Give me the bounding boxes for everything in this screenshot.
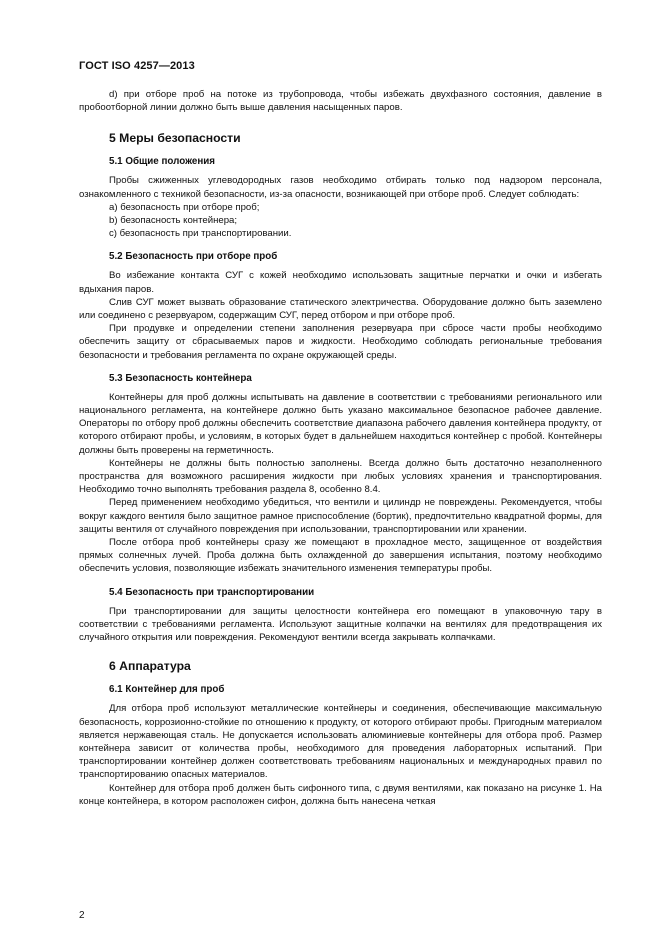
item-d-paragraph: d) при отборе проб на потоке из трубопровода, чтобы избежать двухфазного состояния, давление в пробоотборной линии должно быть выше давления насыщенных паров. <box>79 89 602 114</box>
section-6-title: 6 Аппаратура <box>109 659 191 674</box>
paragraph: Во избежание контакта СУГ с кожей необходимо использовать защитные перчатки и очки и избегать вдыхания паров. <box>79 270 602 295</box>
paragraph: Контейнер для отбора проб должен быть сифонного типа, с двумя вентилями, как показано на рисунке 1. На конце контейнера, в котором расположен сифон, должна быть нанесена четкая <box>79 782 602 807</box>
paragraph: После отбора проб контейнеры сразу же помещают в прохладное место, защищенное от воздействия прямых солнечных лучей. Проба должна быть охлажденной до завершения испытания, поэтому необходимо обеспечить условия, позволяющие избежать значительного изменения температуры пробы. <box>79 537 602 575</box>
section-5-1-title: 5.1 Общие положения <box>109 156 216 168</box>
document-body <box>79 88 602 808</box>
paragraph: При продувке и определении степени заполнения резервуара при сбросе части пробы необходимо обеспечить защиту от сбрасываемых паров и жидкости. Необходимо соблюдать региональные требования безопасности и требования регламента по охране окружающей среды. <box>79 323 602 361</box>
paragraph: Перед применением необходимо убедиться, что вентили и цилиндр не повреждены. Рекомендуется, чтобы вокруг каждого вентиля было защитное рамное приспособление (бортик), предпочтительно квадратной формы, для защиты вентиля от случайного повреждения при использовании, транспортировании или хранении. <box>79 497 602 535</box>
section-5-4-title: 5.4 Безопасность при транспортировании <box>109 586 315 598</box>
paragraph: Для отбора проб используют металлические контейнеры и соединения, обеспечивающие максимальную безопасность, коррозионно-стойкие по отношению к продукту, от которого отбирают пробы. Пригодным материалом является нержавеющая сталь. Не допускается использовать алюминиевые контейнеры для отбора проб. Размер контейнера зависит от количества пробы, необходимого для проведения лабораторных испытаний. При транспортировании контейнер должен соответствовать требованиям национальных и международных правил по транспортированию опасных материалов. <box>79 703 602 781</box>
paragraph: Пробы сжиженных углеводородных газов необходимо отбирать только под надзором персонала, ознакомленного с техникой безопасности, из-за опасности, возникающей при отборе проб. Следует соблюдать: <box>79 175 602 200</box>
page-number: 2 <box>79 910 85 921</box>
paragraph: При транспортировании для защиты целостности контейнера его помещают в упаковочную тару в соответствии с требованиями регламента. Используют защитные колпачки на вентилях для предотвращения их случайного открытия или повреждения. Рекомендуют вентили всегда закрывать колпачками. <box>79 605 602 644</box>
list-item: a) безопасность при отборе проб; <box>109 201 260 213</box>
paragraph: Контейнеры не должны быть полностью заполнены. Всегда должно быть достаточно незаполненного пространства для возможного расширения жидкости при любых условиях хранения и транспортирования. Необходимо точно выполнять требования раздела 8, особенно 8.4. <box>79 457 602 496</box>
paragraph: Контейнеры для проб должны испытывать на давление в соответствии с требованиями регионального или национального регламента, на контейнере должно быть указано максимальное безопасное рабочее давление. Операторы по отбору проб должны обеспечить соответствие диапазона рабочего давления контейнера продукту, от которого отбирают пробы, и условиям, в которых будет в дальнейшем находиться контейнер с пробой. Контейнеры должны быть проверены на герметичность. <box>79 391 602 456</box>
section-5-3-title: 5.3 Безопасность контейнера <box>109 372 252 384</box>
paragraph: Слив СУГ может вызвать образование статического электричества. Оборудование должно быть заземлено или соединено с резервуаром, содержащим СУГ, перед отбором и при отборе проб. <box>79 296 602 322</box>
section-5-2-title: 5.2 Безопасность при отборе проб <box>109 251 278 263</box>
section-5-title: 5 Меры безопасности <box>109 131 241 146</box>
document-header: ГОСТ ISO 4257—2013 <box>79 60 195 72</box>
list-item: b) безопасность контейнера; <box>109 215 238 227</box>
list-item: c) безопасность при транспортировании. <box>109 228 292 240</box>
section-6-1-title: 6.1 Контейнер для проб <box>109 684 225 696</box>
